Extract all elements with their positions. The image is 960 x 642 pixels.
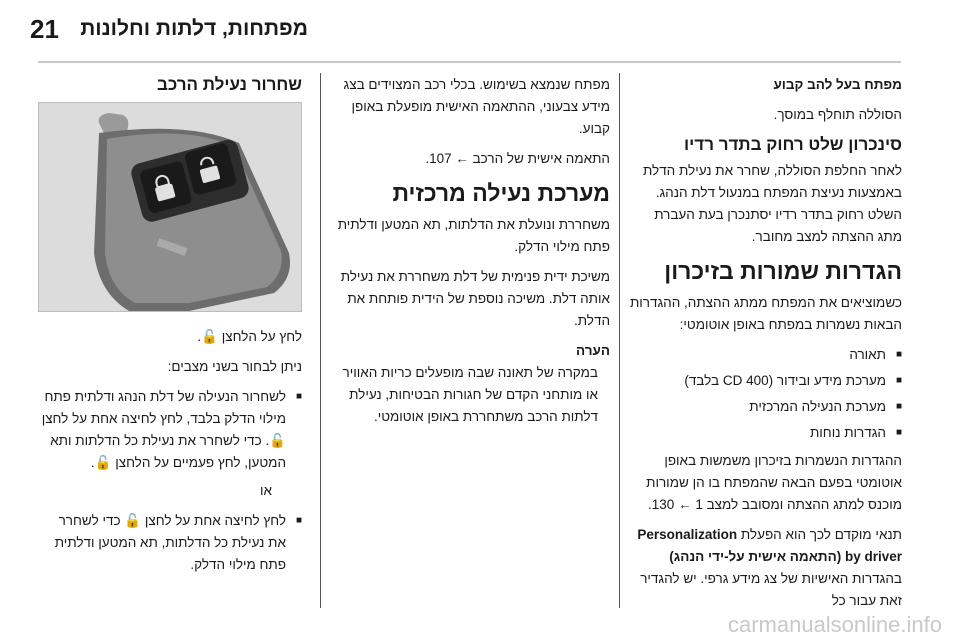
paragraph: הסוללה תוחלף במוסך. [773,107,902,122]
watermark: carmanualsonline.info [727,612,942,637]
page-header [0,0,960,60]
bullet-list [38,386,302,474]
paragraph: לאחר החלפת הסוללה, שחרר את נעילת הדלת באמצעות נעיצת המפתח במנעול דלת הנהג. השלט רחוק בתדר רדיו יסתנכרן בעת העברת מתג ההצתה למצב מחובר. [642,163,902,244]
paragraph: משחררת ונועלת את הדלתות, תא המטען ודלתית פתח מילוי הדלק. [337,217,610,254]
page-title: מפתחות, דלתות וחלונות [80,17,308,40]
paragraph [628,524,902,612]
page-number: 21 [30,14,59,44]
section-heading: הגדרות שמורות בזיכרון [664,258,902,284]
section-heading: מערכת נעילה מרכזית [392,180,610,206]
bullet-list [38,510,302,576]
paragraph: לחץ על הלחצן 🔓. [197,329,302,344]
paragraph: משיכת ידית פנימית של דלת משחררת את נעילת אותה דלת. משיכה נוספת של הידית פותחת את הדלת. [340,269,610,328]
column-divider [320,73,321,608]
column-middle [330,74,610,436]
paragraph: כשמוציאים את המפתח ממתג ההצתה, ההגדרות הבאות נשמרות במפתח באופן אוטומטי: [629,295,902,332]
note-text: במקרה של תאונה שבה מופעלים כריות האוויר או מותחני הקדם של חגורות הבטיחות, נעילת דלתות הרכב משתחררת באופן אוטומטי. [342,365,598,424]
paragraph: ההגדרות הנשמרות בזיכרון משמשות באופן אוטומטי בפעם הבאה שהמפתח בו הן שמורות מוכנס למתג ההצתה ומסובב למצב 1 ← 130. [646,453,902,512]
list-item: ■ מערכת מידע ובידור (CD 400 בלבד) [628,370,902,392]
list-item: ■ לחץ לחיצה אחת על לחצן 🔓 כדי לשחרר את נעילת כל הדלתות, תא המטען ודלתית פתח מילוי הדלק. [38,510,302,576]
column-divider [619,73,620,608]
section-heading: סינכרון שלט רחוק בתדר רדיו [684,135,902,154]
paragraph: מפתח בעל להב קבוע [773,77,902,92]
paragraph: התאמה אישית של הרכב ← 107. [425,151,610,166]
list-item: ■ לשחרור הנעילה של דלת הנהג ודלתית פתח מילוי הדלק בלבד, לחץ לחיצה אחת על לחצן 🔓. כדי לשחרר את נעילת כל הדלתות ותא המטען, לחץ פעמיים על הלחצן 🔓. [38,386,302,474]
list-item: ■ תאורה [628,344,902,366]
header-rule [38,61,901,63]
text-run: Personalization by driver (התאמה אישית על-ידי הנהג) [637,527,902,564]
section-heading: שחרור נעילת הרכב [156,75,302,94]
list-item: ■ מערכת הנעילה המרכזית [628,396,902,418]
paragraph: מפתח שנמצא בשימוש. בכלי רכב המצוידים בצג מידע צבעוני, ההתאמה האישית מופעלת באופן קבוע. [343,77,610,136]
note-heading: הערה [576,343,610,358]
list-item: ■ הגדרות נוחות [628,422,902,444]
bullet-list [628,344,902,444]
column-left [38,74,302,582]
paragraph: ניתן לבחור בשני מצבים: [167,359,302,374]
paragraph: או [260,483,272,498]
column-right [628,74,902,612]
text-run: בהגדרות האישיות של צג מידע גרפי. יש להגדיר זאת עבור כל [640,571,902,608]
text-run: תנאי מוקדם לכך הוא הפעלת [740,527,902,542]
remote-key-image [38,102,302,312]
